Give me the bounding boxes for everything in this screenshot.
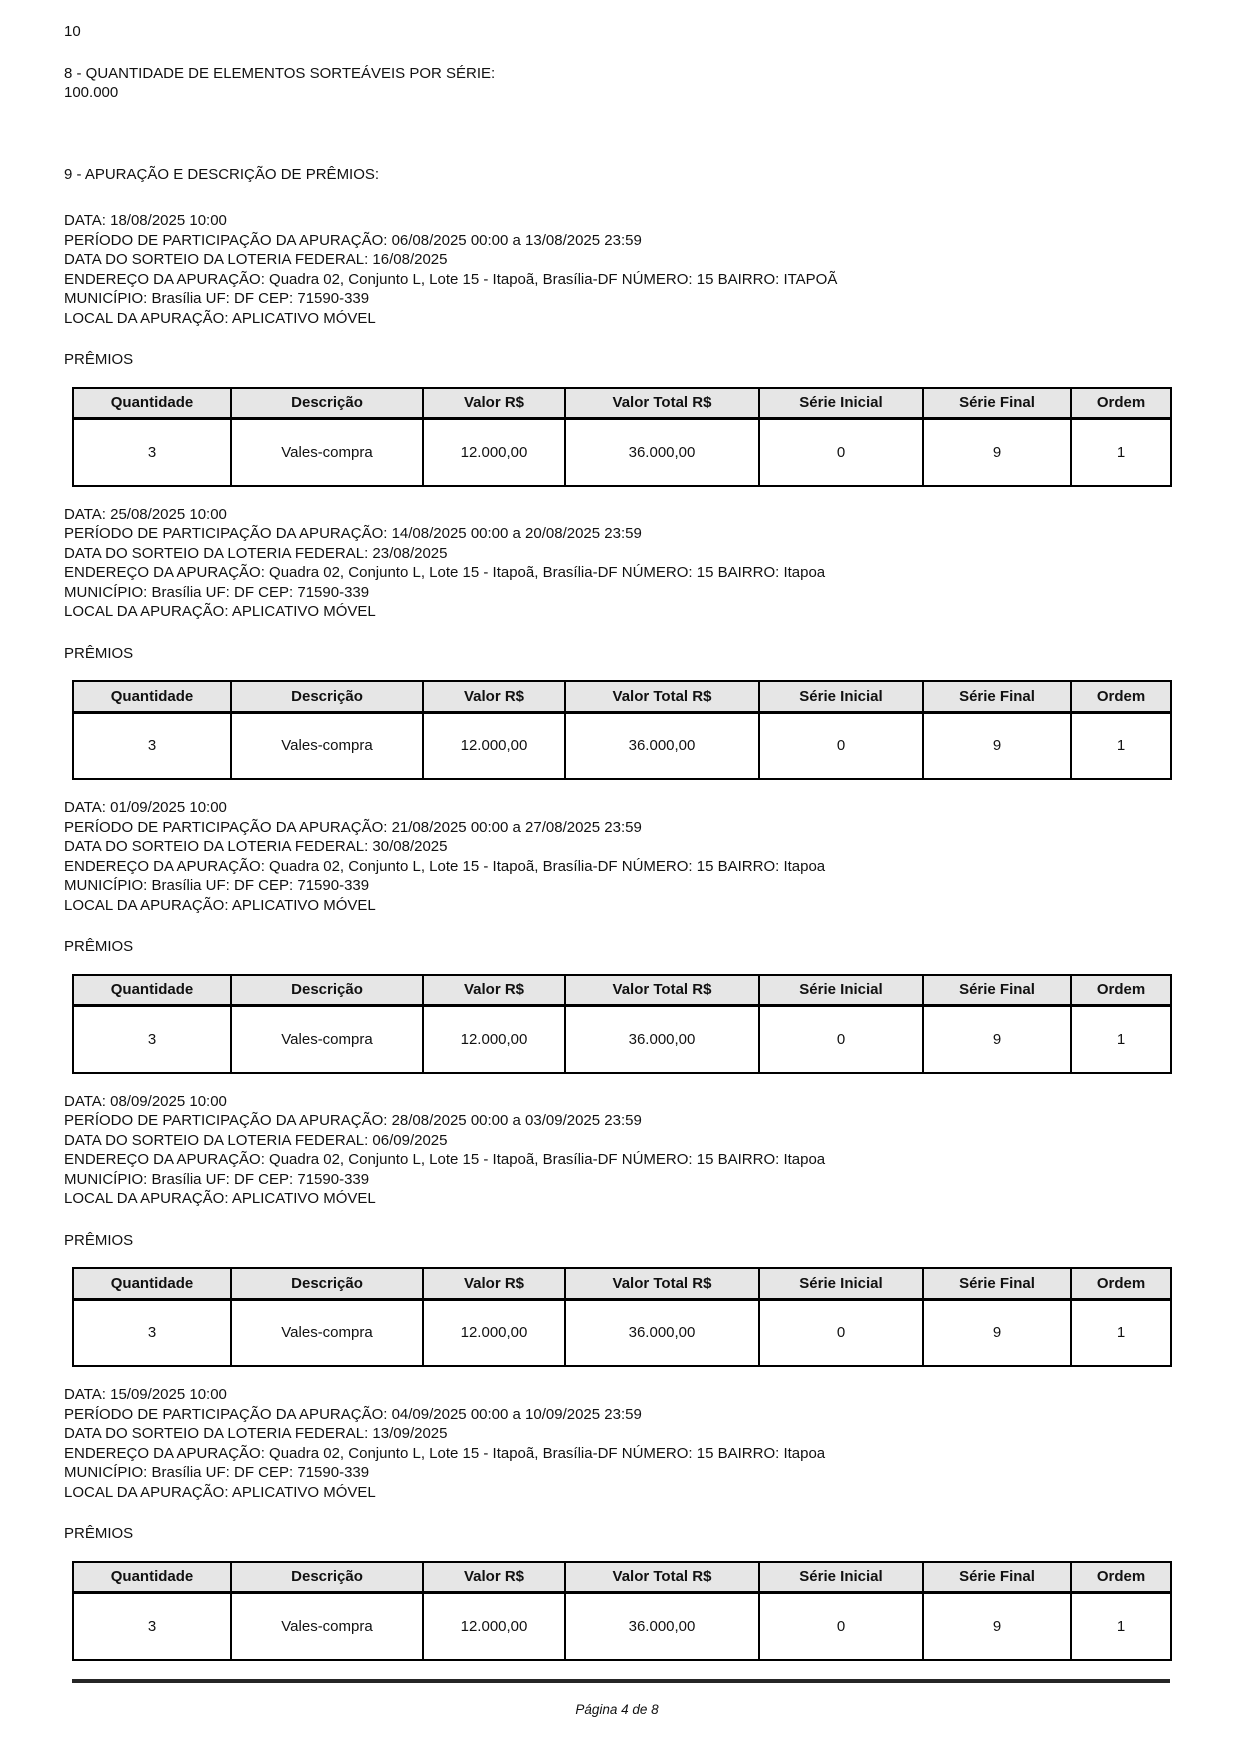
cell-valor-total: 36.000,00	[565, 1299, 759, 1366]
column-header-serie-final: Série Final	[923, 1268, 1071, 1299]
periodo-line: PERÍODO DE PARTICIPAÇÃO DA APURAÇÃO: 04/09/2025 00:00 a 10/09/2025 23:59	[64, 1405, 642, 1423]
section-9-title: 9 - APURAÇÃO E DESCRIÇÃO DE PRÊMIOS:	[64, 165, 380, 183]
column-header-valor-total: Valor Total R$	[565, 975, 759, 1006]
sorteio-line: DATA DO SORTEIO DA LOTERIA FEDERAL: 16/08/2025	[64, 251, 448, 268]
cell-ordem: 1	[1071, 1006, 1171, 1073]
cell-descricao: Vales-compra	[231, 419, 423, 486]
column-header-valor-total: Valor Total R$	[565, 1562, 759, 1593]
cell-serie-final: 9	[923, 419, 1071, 486]
table-row	[73, 1593, 1171, 1660]
sorteio-line: DATA DO SORTEIO DA LOTERIA FEDERAL: 30/08/2025	[64, 838, 448, 855]
cell-serie-inicial: 0	[759, 1593, 923, 1660]
premios-table	[72, 1561, 1172, 1661]
table-row	[73, 1006, 1171, 1073]
column-header-ordem: Ordem	[1071, 388, 1171, 419]
apuracao-block	[64, 211, 1177, 487]
cell-valor-total: 36.000,00	[565, 1593, 759, 1660]
local-line: LOCAL DA APURAÇÃO: APLICATIVO MÓVEL	[64, 1190, 376, 1207]
municipio-line: MUNICÍPIO: Brasília UF: DF CEP: 71590-339	[64, 290, 370, 307]
apuracao-block	[64, 1092, 1177, 1368]
cell-valor-total: 36.000,00	[565, 712, 759, 779]
cell-ordem: 1	[1071, 419, 1171, 486]
column-header-valor-total: Valor Total R$	[565, 681, 759, 712]
cell-descricao: Vales-compra	[231, 1299, 423, 1366]
cell-valor: 12.000,00	[423, 419, 565, 486]
table-header-row	[73, 388, 1171, 419]
data-line: DATA: 08/09/2025 10:00	[64, 1092, 227, 1110]
sorteio-line: DATA DO SORTEIO DA LOTERIA FEDERAL: 06/09/2025	[64, 1131, 448, 1149]
cell-serie-final: 9	[923, 1593, 1071, 1660]
cell-descricao: Vales-compra	[231, 712, 423, 779]
column-header-valor-total: Valor Total R$	[565, 1268, 759, 1299]
periodo-line: PERÍODO DE PARTICIPAÇÃO DA APURAÇÃO: 06/08/2025 00:00 a 13/08/2025 23:59	[64, 231, 642, 249]
data-line: DATA: 15/09/2025 10:00	[64, 1386, 227, 1403]
cell-valor: 12.000,00	[423, 1593, 565, 1660]
column-header-valor-total: Valor Total R$	[565, 388, 759, 419]
cell-ordem: 1	[1071, 1593, 1171, 1660]
cell-serie-inicial: 0	[759, 1299, 923, 1366]
premios-table	[72, 680, 1172, 780]
data-line: DATA: 01/09/2025 10:00	[64, 799, 227, 816]
cell-valor: 12.000,00	[423, 712, 565, 779]
premios-label: PRÊMIOS	[64, 938, 134, 955]
data-line: DATA: 18/08/2025 10:00	[64, 212, 227, 229]
column-header-descricao: Descrição	[231, 1562, 423, 1593]
sorteio-line: DATA DO SORTEIO DA LOTERIA FEDERAL: 23/08/2025	[64, 544, 448, 562]
column-header-serie-final: Série Final	[923, 1562, 1071, 1593]
column-header-descricao: Descrição	[231, 681, 423, 712]
sorteio-line: DATA DO SORTEIO DA LOTERIA FEDERAL: 13/09/2025	[64, 1425, 448, 1442]
table-header-row	[73, 681, 1171, 712]
column-header-quantidade: Quantidade	[73, 1268, 231, 1299]
endereco-line: ENDEREÇO DA APURAÇÃO: Quadra 02, Conjunto L, Lote 15 - Itapoã, Brasília-DF NÚMERO: 15 BAIRRO: Itapoa	[64, 1444, 826, 1462]
section-8-title: 8 - QUANTIDADE DE ELEMENTOS SORTEÁVEIS POR SÉRIE:	[64, 64, 496, 82]
endereco-line: ENDEREÇO DA APURAÇÃO: Quadra 02, Conjunto L, Lote 15 - Itapoã, Brasília-DF NÚMERO: 15 BAIRRO: Itapoa	[64, 857, 826, 875]
municipio-line: MUNICÍPIO: Brasília UF: DF CEP: 71590-339	[64, 1170, 370, 1188]
cell-quantidade: 3	[73, 1006, 231, 1073]
column-header-serie-final: Série Final	[923, 975, 1071, 1006]
column-header-quantidade: Quantidade	[73, 681, 231, 712]
endereco-line: ENDEREÇO DA APURAÇÃO: Quadra 02, Conjunto L, Lote 15 - Itapoã, Brasília-DF NÚMERO: 15 BAIRRO: Itapoa	[64, 1151, 826, 1168]
column-header-serie-final: Série Final	[923, 388, 1071, 419]
column-header-valor: Valor R$	[423, 388, 565, 419]
column-header-serie-inicial: Série Inicial	[759, 388, 923, 419]
cell-serie-final: 9	[923, 1299, 1071, 1366]
cell-descricao: Vales-compra	[231, 1593, 423, 1660]
cell-quantidade: 3	[73, 712, 231, 779]
cell-valor-total: 36.000,00	[565, 419, 759, 486]
premios-table	[72, 1267, 1172, 1367]
section-8-value: 100.000	[64, 84, 119, 101]
data-line: DATA: 25/08/2025 10:00	[64, 505, 227, 523]
cell-serie-final: 9	[923, 712, 1071, 779]
column-header-serie-inicial: Série Inicial	[759, 1268, 923, 1299]
footer-divider	[72, 1679, 1170, 1683]
cell-serie-inicial: 0	[759, 712, 923, 779]
column-header-descricao: Descrição	[231, 1268, 423, 1299]
apuracao-block	[64, 1385, 1177, 1661]
local-line: LOCAL DA APURAÇÃO: APLICATIVO MÓVEL	[64, 896, 376, 914]
cell-descricao: Vales-compra	[231, 1006, 423, 1073]
cell-serie-inicial: 0	[759, 1006, 923, 1073]
column-header-valor: Valor R$	[423, 1562, 565, 1593]
page-number: 10	[64, 23, 81, 40]
column-header-quantidade: Quantidade	[73, 388, 231, 419]
column-header-ordem: Ordem	[1071, 975, 1171, 1006]
cell-valor: 12.000,00	[423, 1299, 565, 1366]
column-header-descricao: Descrição	[231, 388, 423, 419]
cell-quantidade: 3	[73, 1299, 231, 1366]
premios-label: PRÊMIOS	[64, 1525, 134, 1542]
cell-quantidade: 3	[73, 1593, 231, 1660]
premios-label: PRÊMIOS	[64, 351, 134, 368]
cell-serie-final: 9	[923, 1006, 1071, 1073]
table-header-row	[73, 1268, 1171, 1299]
column-header-valor: Valor R$	[423, 681, 565, 712]
municipio-line: MUNICÍPIO: Brasília UF: DF CEP: 71590-339	[64, 1464, 370, 1481]
apuracao-block	[64, 798, 1177, 1074]
premios-table	[72, 387, 1172, 487]
blocks-container	[64, 211, 1177, 1661]
cell-valor-total: 36.000,00	[565, 1006, 759, 1073]
table-row	[73, 419, 1171, 486]
local-line: LOCAL DA APURAÇÃO: APLICATIVO MÓVEL	[64, 309, 376, 327]
apuracao-block	[64, 505, 1177, 781]
periodo-line: PERÍODO DE PARTICIPAÇÃO DA APURAÇÃO: 14/08/2025 00:00 a 20/08/2025 23:59	[64, 525, 642, 542]
table-header-row	[73, 975, 1171, 1006]
column-header-ordem: Ordem	[1071, 681, 1171, 712]
endereco-line: ENDEREÇO DA APURAÇÃO: Quadra 02, Conjunto L, Lote 15 - Itapoã, Brasília-DF NÚMERO: 15 BAIRRO: ITAPOÃ	[64, 270, 838, 288]
column-header-serie-inicial: Série Inicial	[759, 975, 923, 1006]
column-header-ordem: Ordem	[1071, 1268, 1171, 1299]
local-line: LOCAL DA APURAÇÃO: APLICATIVO MÓVEL	[64, 1483, 376, 1501]
cell-ordem: 1	[1071, 1299, 1171, 1366]
column-header-descricao: Descrição	[231, 975, 423, 1006]
periodo-line: PERÍODO DE PARTICIPAÇÃO DA APURAÇÃO: 28/08/2025 00:00 a 03/09/2025 23:59	[64, 1112, 642, 1129]
column-header-serie-final: Série Final	[923, 681, 1071, 712]
column-header-serie-inicial: Série Inicial	[759, 1562, 923, 1593]
municipio-line: MUNICÍPIO: Brasília UF: DF CEP: 71590-339	[64, 877, 370, 894]
premios-label: PRÊMIOS	[64, 644, 134, 662]
section-8	[64, 64, 1177, 103]
cell-serie-inicial: 0	[759, 419, 923, 486]
premios-label: PRÊMIOS	[64, 1231, 134, 1249]
cell-quantidade: 3	[73, 419, 231, 486]
cell-ordem: 1	[1071, 712, 1171, 779]
column-header-valor: Valor R$	[423, 975, 565, 1006]
column-header-ordem: Ordem	[1071, 1562, 1171, 1593]
municipio-line: MUNICÍPIO: Brasília UF: DF CEP: 71590-339	[64, 583, 370, 601]
table-row	[73, 1299, 1171, 1366]
cell-valor: 12.000,00	[423, 1006, 565, 1073]
column-header-quantidade: Quantidade	[73, 1562, 231, 1593]
table-header-row	[73, 1562, 1171, 1593]
local-line: LOCAL DA APURAÇÃO: APLICATIVO MÓVEL	[64, 603, 376, 620]
table-row	[73, 712, 1171, 779]
column-header-quantidade: Quantidade	[73, 975, 231, 1006]
periodo-line: PERÍODO DE PARTICIPAÇÃO DA APURAÇÃO: 21/08/2025 00:00 a 27/08/2025 23:59	[64, 818, 642, 836]
endereco-line: ENDEREÇO DA APURAÇÃO: Quadra 02, Conjunto L, Lote 15 - Itapoã, Brasília-DF NÚMERO: 15 BAIRRO: Itapoa	[64, 564, 826, 581]
page-footer: Página 4 de 8	[575, 1701, 659, 1717]
column-header-valor: Valor R$	[423, 1268, 565, 1299]
premios-table	[72, 974, 1172, 1074]
column-header-serie-inicial: Série Inicial	[759, 681, 923, 712]
